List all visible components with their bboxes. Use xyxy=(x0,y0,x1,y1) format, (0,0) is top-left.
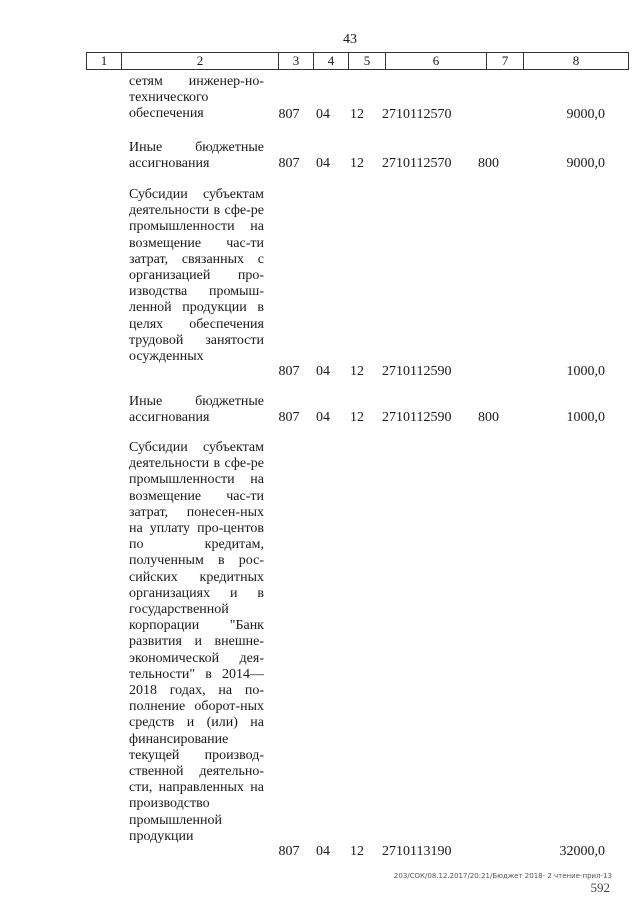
cell-amount: 9000,0 xyxy=(566,107,605,122)
cell-section: 04 xyxy=(316,107,330,122)
row-description: сетям инженер-но-технического обеспечения xyxy=(129,74,264,122)
cell-ministry-code: 807 xyxy=(278,156,300,171)
row-description: Субсидии субъектам деятельности в сфе-ре промышленности на возмещение час-ти затрат, связанных с организацией про-изводства промыш-ленной продукции в целях обеспечения трудовой занятости осужденных xyxy=(129,187,264,365)
cell-section: 04 xyxy=(316,844,330,859)
cell-ministry-code: 807 xyxy=(278,844,300,859)
cell-target-article: 2710112590 xyxy=(382,364,452,379)
col-header-1: 1 xyxy=(87,53,122,70)
cell-expense-type: 800 xyxy=(478,156,499,171)
cell-ministry-code: 807 xyxy=(278,107,300,122)
cell-subsection: 12 xyxy=(350,844,364,859)
row-description: Иные бюджетные ассигнования xyxy=(129,140,264,172)
cell-ministry-code: 807 xyxy=(278,364,300,379)
cell-amount: 1000,0 xyxy=(566,364,605,379)
cell-amount: 32000,0 xyxy=(559,844,605,859)
cell-target-article: 2710112590 xyxy=(382,410,452,425)
row-description: Иные бюджетные ассигнования xyxy=(129,394,264,426)
col-header-3: 3 xyxy=(279,53,314,70)
cell-subsection: 12 xyxy=(350,364,364,379)
cell-ministry-code: 807 xyxy=(278,410,300,425)
sheet-number: 592 xyxy=(590,880,610,895)
col-header-5: 5 xyxy=(349,53,386,70)
cell-amount: 9000,0 xyxy=(566,156,605,171)
cell-section: 04 xyxy=(316,156,330,171)
page-number: 43 xyxy=(343,32,357,47)
cell-target-article: 2710112570 xyxy=(382,107,452,122)
document-footer-id: 203/СОК/08.12.2017/20:21/Бюджет 2018- 2 чтение-прил-13 xyxy=(393,872,612,880)
col-header-2: 2 xyxy=(122,53,279,70)
cell-section: 04 xyxy=(316,410,330,425)
col-header-4: 4 xyxy=(314,53,349,70)
cell-expense-type: 800 xyxy=(478,410,499,425)
cell-subsection: 12 xyxy=(350,410,364,425)
column-header-table xyxy=(86,52,629,70)
row-description: Субсидии субъектам деятельности в сфе-ре промышленности на возмещение час-ти затрат, понесен-ных на уплату про-центов по кредитам, полученным в рос-сийских кредитных организациях и в государственной корпорации "Банк развития и внешне-экономической дея-тельности" в 2014—2018 годах, на по-полнение оборот-ных средств и (или) на финансирование текущей производ-ственной деятельно-сти, направленных на производство промышленной продукции xyxy=(129,440,264,844)
cell-target-article: 2710113190 xyxy=(382,844,452,859)
col-header-8: 8 xyxy=(524,53,629,70)
cell-subsection: 12 xyxy=(350,107,364,122)
col-header-7: 7 xyxy=(487,53,524,70)
cell-amount: 1000,0 xyxy=(566,410,605,425)
col-header-6: 6 xyxy=(386,53,487,70)
cell-subsection: 12 xyxy=(350,156,364,171)
cell-target-article: 2710112570 xyxy=(382,156,452,171)
cell-section: 04 xyxy=(316,364,330,379)
